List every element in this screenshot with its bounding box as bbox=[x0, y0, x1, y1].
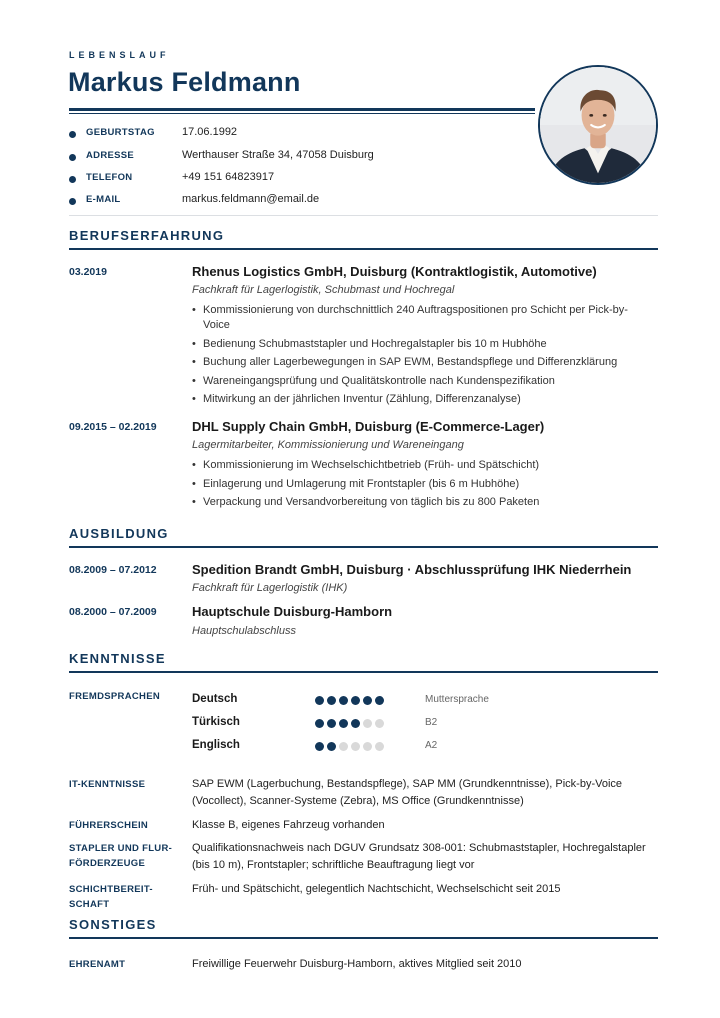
bullet-dot-icon bbox=[69, 154, 76, 161]
education-institution: Spedition Brandt GmbH, Duisburg · Abschlussprüfung IHK Niederrhein bbox=[192, 562, 632, 577]
list-item-text: Verpackung und Versandvorbereitung von täglich bis zu 800 Paketen bbox=[203, 496, 540, 508]
contact-address bbox=[69, 149, 529, 169]
skills-label-line: SCHICHTBEREIT- bbox=[69, 884, 153, 895]
skills-label-line: FÖRDERZEUGE bbox=[69, 858, 146, 869]
education-date: 08.2009 – 07.2012 bbox=[69, 564, 157, 576]
list-item-text: Kommissionierung von durchschnittlich 240 Auftragspositionen pro Schicht per Pick-by-Voice bbox=[203, 304, 628, 331]
skills-label-shifts bbox=[69, 882, 153, 912]
level-dot-icon bbox=[375, 719, 384, 728]
language-level: Muttersprache bbox=[425, 694, 489, 705]
list-item: • Verpackung und Versandvorbereitung von täglich bis zu 800 Paketen bbox=[192, 496, 540, 508]
language-level-dots bbox=[315, 696, 384, 705]
level-dot-icon bbox=[363, 742, 372, 751]
skills-label-line: FÜHRERSCHEIN bbox=[69, 820, 149, 831]
job-date: 03.2019 bbox=[69, 266, 107, 278]
section-rule bbox=[69, 671, 658, 673]
list-item: • Kommissionierung im Wechselschichtbetrieb (Früh- und Spätschicht) bbox=[192, 459, 540, 471]
job-bullet-list bbox=[192, 303, 654, 411]
other-value-volunteer: Freiwillige Feuerwehr Duisburg-Hamborn, aktives Mitglied seit 2010 bbox=[192, 958, 522, 970]
level-dot-icon bbox=[315, 742, 324, 751]
header-rule bbox=[69, 108, 535, 111]
list-item: • Kommissionierung von durchschnittlich 240 Auftragspositionen pro Schicht per Pick-by-Voice bbox=[192, 304, 628, 331]
job-role: Lagermitarbeiter, Kommissionierung und Wareneingang bbox=[192, 439, 464, 451]
level-dot-icon bbox=[363, 696, 372, 705]
level-dot-icon bbox=[339, 719, 348, 728]
skills-value-shifts: Früh- und Spätschicht, gelegentlich Nachtschicht, Wechselschicht seit 2015 bbox=[192, 883, 561, 895]
job-employer: DHL Supply Chain GmbH, Duisburg (E-Commerce-Lager) bbox=[192, 419, 545, 434]
job-bullet-list bbox=[192, 458, 654, 514]
level-dot-icon bbox=[351, 696, 360, 705]
level-dot-icon bbox=[375, 696, 384, 705]
list-item-text: Bedienung Schubmaststapler und Hochregalstapler bis 10 m Hubhöhe bbox=[203, 337, 547, 350]
contact-divider bbox=[69, 215, 658, 216]
contact-label: TELEFON bbox=[86, 172, 133, 183]
skills-value-it: SAP EWM (Lagerbuchung, Bestandspflege), SAP MM (Grundkenntnisse), Pick-by-Voice (Vocollect), Scanner-Systeme (Zebra), MS Office (Grundkenntnisse) bbox=[192, 778, 623, 807]
language-level: A2 bbox=[425, 740, 438, 751]
language-level-dots bbox=[315, 742, 384, 751]
contact-label: GEBURTSTAG bbox=[86, 127, 155, 138]
list-item: • Einlagerung und Umlagerung mit Frontstapler (bis 6 m Hubhöhe) bbox=[192, 477, 520, 490]
section-title-education: AUSBILDUNG bbox=[69, 526, 169, 541]
section-title-other: SONSTIGES bbox=[69, 917, 157, 932]
list-item-text: Buchung aller Lagerbewegungen in SAP EWM, Bestandspflege und Differenzklärung bbox=[203, 356, 618, 368]
section-rule bbox=[69, 546, 658, 548]
portrait-illustration bbox=[540, 67, 656, 183]
contact-value: +49 151 64823917 bbox=[182, 171, 275, 183]
level-dot-icon bbox=[339, 742, 348, 751]
level-dot-icon bbox=[351, 719, 360, 728]
list-item: • Bedienung Schubmaststapler und Hochregalstapler bis 10 m Hubhöhe bbox=[192, 337, 547, 350]
contact-value: markus.feldmann@email.de bbox=[182, 193, 320, 205]
skills-value-forklift: Qualifikationsnachweis nach DGUV Grundsatz 308-001: Schubmaststapler, Hochregalstapler (bis 10 m), Frontstapler; schriftliche Beauftragung liegt vor bbox=[192, 842, 646, 871]
section-title-experience: BERUFSERFAHRUNG bbox=[69, 228, 225, 243]
person-name: Markus Feldmann bbox=[68, 67, 301, 97]
list-item: • Wareneingangsprüfung und Qualitätskontrolle nach Kundenspezifikation bbox=[192, 374, 555, 387]
contact-email bbox=[69, 193, 529, 213]
education-institution: Hauptschule Duisburg-Hamborn bbox=[192, 604, 393, 619]
level-dot-icon bbox=[351, 742, 360, 751]
bullet-dot-icon bbox=[69, 176, 76, 183]
portrait-photo bbox=[538, 65, 658, 185]
education-date: 08.2000 – 07.2009 bbox=[69, 606, 157, 618]
skills-label-line: SCHAFT bbox=[69, 899, 110, 910]
contact-value: 17.06.1992 bbox=[182, 126, 238, 138]
education-degree: Hauptschulabschluss bbox=[192, 625, 296, 637]
contact-label: ADRESSE bbox=[86, 150, 135, 161]
list-item-text: Wareneingangsprüfung und Qualitätskontrolle nach Kundenspezifikation bbox=[203, 374, 555, 387]
level-dot-icon bbox=[339, 696, 348, 705]
section-rule bbox=[69, 248, 658, 250]
list-item-text: Mitwirkung an der jährlichen Inventur (Zählung, Differenzanalyse) bbox=[203, 393, 521, 405]
header-rule-thin bbox=[69, 113, 535, 114]
job-role: Fachkraft für Lagerlogistik, Schubmast und Hochregal bbox=[192, 284, 455, 296]
skills-label-line: STAPLER UND FLUR- bbox=[69, 843, 173, 854]
level-dot-icon bbox=[375, 742, 384, 751]
language-row bbox=[192, 716, 522, 734]
skills-label-license bbox=[69, 818, 148, 833]
language-name: Türkisch bbox=[192, 716, 240, 728]
contact-birthday bbox=[69, 126, 529, 146]
language-name: Deutsch bbox=[192, 693, 238, 705]
job-employer: Rhenus Logistics GmbH, Duisburg (Kontraktlogistik, Automotive) bbox=[192, 264, 597, 279]
job-date: 09.2015 – 02.2019 bbox=[69, 421, 157, 433]
level-dot-icon bbox=[363, 719, 372, 728]
language-level-dots bbox=[315, 719, 384, 728]
language-row bbox=[192, 739, 522, 757]
contact-value: Werthauser Straße 34, 47058 Duisburg bbox=[182, 149, 374, 161]
language-level: B2 bbox=[425, 717, 438, 728]
list-item-text: Kommissionierung im Wechselschichtbetrieb (Früh- und Spätschicht) bbox=[203, 459, 540, 471]
language-name: Englisch bbox=[192, 739, 240, 751]
list-item: • Mitwirkung an der jährlichen Inventur (Zählung, Differenzanalyse) bbox=[192, 393, 521, 405]
other-label-volunteer: EHRENAMT bbox=[69, 959, 126, 970]
list-item-text: Einlagerung und Umlagerung mit Frontstapler (bis 6 m Hubhöhe) bbox=[203, 477, 520, 490]
list-item: • Buchung aller Lagerbewegungen in SAP EWM, Bestandspflege und Differenzklärung bbox=[192, 356, 618, 368]
section-title-skills: KENNTNISSE bbox=[69, 651, 166, 666]
level-dot-icon bbox=[315, 696, 324, 705]
section-rule bbox=[69, 937, 658, 939]
bullet-dot-icon bbox=[69, 131, 76, 138]
level-dot-icon bbox=[327, 696, 336, 705]
level-dot-icon bbox=[327, 742, 336, 751]
contact-label: E-MAIL bbox=[86, 194, 121, 205]
skills-label-languages: FREMDSPRACHEN bbox=[69, 691, 160, 702]
bullet-dot-icon bbox=[69, 198, 76, 205]
contact-phone bbox=[69, 171, 529, 191]
level-dot-icon bbox=[315, 719, 324, 728]
document-kicker: LEBENSLAUF bbox=[69, 50, 170, 60]
skills-label-it bbox=[69, 777, 145, 792]
skills-value-license: Klasse B, eigenes Fahrzeug vorhanden bbox=[192, 819, 385, 831]
level-dot-icon bbox=[327, 719, 336, 728]
skills-label-line: IT-KENNTNISSE bbox=[69, 779, 146, 790]
education-degree: Fachkraft für Lagerlogistik (IHK) bbox=[192, 582, 348, 594]
language-row bbox=[192, 693, 522, 711]
skills-label-forklift bbox=[69, 841, 172, 871]
